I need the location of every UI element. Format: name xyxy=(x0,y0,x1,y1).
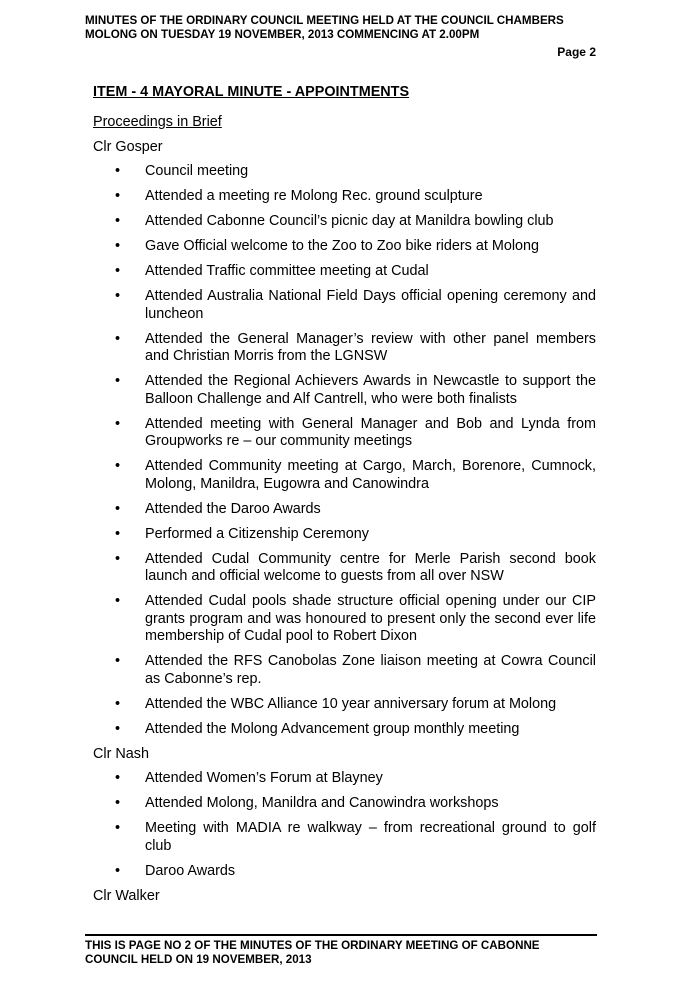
list-item: • Gave Official welcome to the Zoo to Zoo bike riders at Molong xyxy=(93,238,596,256)
list-item: • Attended meeting with General Manager and Bob and Lynda from Groupworks re – our community meetings xyxy=(93,416,596,451)
councillor-name: Clr Nash xyxy=(93,745,149,762)
councillor-name: Clr Gosper xyxy=(93,138,163,155)
list-item: • Attended the General Manager’s review with other panel members and Christian Morris from the LGNSW xyxy=(93,331,596,366)
page-header xyxy=(85,14,597,42)
footer-divider xyxy=(85,934,597,936)
list-item: • Attended the Regional Achievers Awards in Newcastle to support the Balloon Challenge and Alf Cantrell, who were both finalists xyxy=(93,373,596,408)
list-item: • Attended Molong, Manildra and Canowindra workshops xyxy=(93,795,596,813)
document-body xyxy=(93,114,596,912)
footer-line-1: THIS IS PAGE NO 2 OF THE MINUTES OF THE ORDINARY MEETING OF CABONNE xyxy=(85,939,540,952)
list-item: • Attended Women’s Forum at Blayney xyxy=(93,770,596,788)
list-item: • Council meeting xyxy=(93,163,596,181)
list-item: • Attended the WBC Alliance 10 year anniversary forum at Molong xyxy=(93,696,596,714)
footer-line-2: COUNCIL HELD ON 19 NOVEMBER, 2013 xyxy=(85,953,312,966)
activity-list xyxy=(93,770,596,880)
list-item: • Daroo Awards xyxy=(93,863,596,881)
header-line-2: MOLONG ON TUESDAY 19 NOVEMBER, 2013 COMMENCING AT 2.00PM xyxy=(85,28,480,41)
list-item: • Attended the RFS Canobolas Zone liaison meeting at Cowra Council as Cabonne’s rep. xyxy=(93,653,596,688)
list-item: • Meeting with MADIA re walkway – from recreational ground to golf club xyxy=(93,820,596,855)
list-item: • Performed a Citizenship Ceremony xyxy=(93,526,596,544)
list-item: • Attended Australia National Field Days official opening ceremony and luncheon xyxy=(93,288,596,323)
proceedings-heading: Proceedings in Brief xyxy=(93,114,222,130)
list-item: • Attended the Daroo Awards xyxy=(93,501,596,519)
list-item: • Attended Cudal pools shade structure official opening under our CIP grants program and was honoured to present only the second ever life membership of Cudal pool to Robert Dixon xyxy=(93,593,596,646)
list-item: • Attended Traffic committee meeting at Cudal xyxy=(93,263,596,281)
list-item: • Attended Cabonne Council’s picnic day at Manildra bowling club xyxy=(93,213,596,231)
list-item: • Attended the Molong Advancement group monthly meeting xyxy=(93,721,596,739)
header-line-1: MINUTES OF THE ORDINARY COUNCIL MEETING HELD AT THE COUNCIL CHAMBERS xyxy=(85,14,564,27)
item-title: ITEM - 4 MAYORAL MINUTE - APPOINTMENTS xyxy=(93,84,410,100)
list-item: • Attended a meeting re Molong Rec. ground sculpture xyxy=(93,188,596,206)
page-footer xyxy=(85,939,597,967)
list-item: • Attended Cudal Community centre for Merle Parish second book launch and official welcome to guests from all over NSW xyxy=(93,551,596,586)
page-number: Page 2 xyxy=(557,45,596,59)
activity-list xyxy=(93,163,596,738)
councillor-name: Clr Walker xyxy=(93,887,160,904)
list-item: • Attended Community meeting at Cargo, March, Borenore, Cumnock, Molong, Manildra, Eugowra and Canowindra xyxy=(93,458,596,493)
